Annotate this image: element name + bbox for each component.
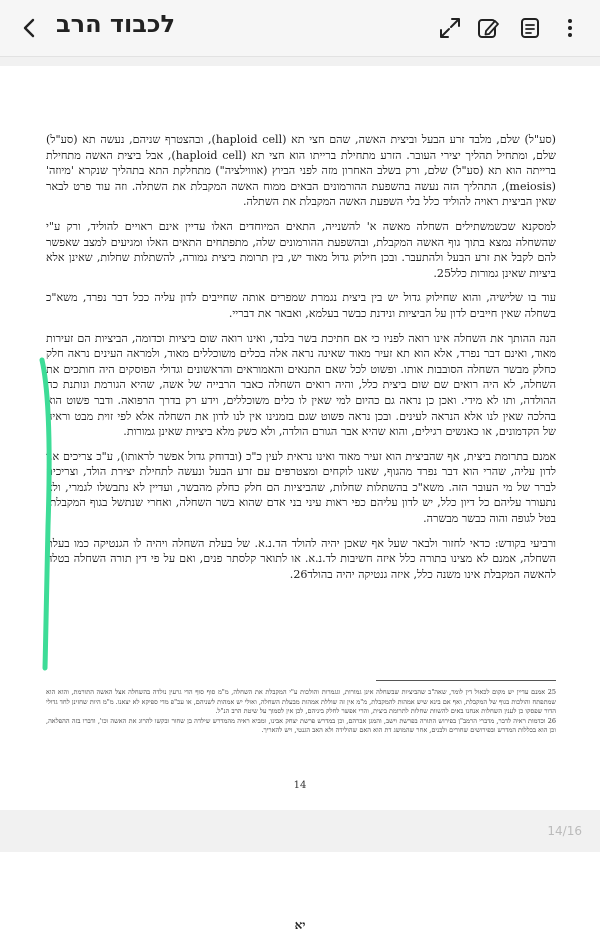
paragraph: אמנם בתרומת ביצית, אף שהביצית הוא זעיר מאוד ואינו נראית לעין כ"כ (ובדוחק גדול אפשר לראותו), ע"כ צריכים אנו לדון עליה, שהרי הוא דבר נפרד מהגוף, שאנו לוקחים ומצטרפים עם זרע הבעל ונעשה לתחילת יצירת הולד, וצריכים לברר של מי העובר הזה. משא"כ בהשתלות שחלות, שהביציות הם חלק כחלק מהבשר, ועדיין לא נתבשלו לגמרי, ולא נתעורר עליהם כל דיון כלל, יש לדון עליהם כפי ראות עיני בני אדם שהוא בשר השחלה, ואחרי שנתשל בגוף המקבלת, בטל לגופה והוה כבשר מבשרה.	[46, 449, 556, 526]
page-number: 14	[293, 780, 307, 791]
paragraph: (סע"ל) שלם, מלבד זרע הבעל וביצית האשה, שהם חצי תא (haploid cell), ובהצטרף שניהם, נעשה תא (סע"ל) שלם, ומתחיל תהליך יצירי העובר. הזרע מתחילת ברייתו הוא חצי תא (haploid cell), אבל ביצית האשה מתחילת ברייתה הוא תא (סע"ל) שלם, ורק בשלב האחרון מזה לפני הביוץ (אוווילציה") מתחלקת התא בתהליך שנקרא 'מיוזה' (meiosis), התהליך הזה נעשה בהשפעת ההורמונים הבאים ממוח האשה המקבלת את השתלה. וזה עוד פרט לבאר שאין הביצית ראויה להוליד כלל בלי השפעת האשה המקבלת את השתלה.	[46, 133, 557, 209]
footnote: 25 אמנם עדיין יש מקום לכאול דין לומר, שאה"ב שהביציות שבשחלה אינן גמורות, וגגמרות והולכות ע"י המקבלת את השחלה, מ"מ סוף סוף הדי גרעין נולדה בהשחלה אצל האשה התורמת, והוא הוא שמתפתח והולכות בגוף של המקבלת, ואף אם בינא שיש אמהות להמקבלת, מ"מ אין זה שוללת אמהות מבעלת השחלה, ואולי יש אמהות לשניהם, או עכ"פ מדי ספיקא לא יצאנו. מ"מ היות שחזינן לחד גדולי הדור שפסקו כן לענין השחלות אנחנו באים להשוות שחלות לתרומת ביצית, והרי אפשר לחלק ביניהם, לכן אין לסמוך על שיטת הרב הנ"ל.	[46, 688, 556, 716]
top-app-bar	[0, 0, 600, 57]
chevron-left-icon[interactable]	[16, 14, 44, 42]
footnote-divider	[376, 680, 556, 681]
document-title: לכבוד הרב	[56, 10, 176, 38]
footnotes	[46, 688, 556, 736]
edit-note-icon[interactable]	[474, 14, 502, 42]
list-menu-icon[interactable]	[516, 14, 544, 42]
paragraph: עוד בו שלישיה, והוא שחילוק גדול יש בין ביצית נגמרת שמפרים אותה שחייבים לדון עליה ככל דבר נפרד, משא"כ בשחלה שאין חייבים לדון על הביציות ונידנת כבשר בעלמא, ואבאר את דבריי.	[46, 291, 556, 320]
next-page-number: יא	[294, 918, 306, 932]
document-page[interactable]	[0, 66, 600, 810]
more-vert-icon[interactable]	[556, 14, 584, 42]
paragraph: הנה ההותך את השחלה אינו רואה לפניו כי אם חתיכת בשר בלבד, ואינו רואה שום ביציות וכדומה, הביציות הם זעירות מאוד, ואינם דבר נפרד, אלא הוא תא זעיר מאוד שאינה נראה אלה בכלים משוכללים מאוד, ולמראה העינים נראה חלק כחלק מבשר השחלה הסובבות אותו. ופשוט לכל שאם התנאים והאמוראים והראשונים וגדולי הפוסקים היה חותכים את השחלה, לא היה רואים שם שום ביצית כלל, והיה רואים השחלה כאבר הרבייה של אשה, שהיא הגורמת ונותנת כח ההולדה, ותו לא מידי. ואכן כן נראה גם כהיום למי שאין לו כלים משוכללים, וידע רק בדרך הרפואה. ודבר פשוט הוא בהלכה שאין לנו אלא הנראה לעינים. ובכן נראה פשוט שגם בזמנינו אין לנו לדון את השחלה אלא לפי זוית מבט וראיה של הקדמונים, או כאנשים רגילים, והוא שהיא אבר הגורם הולדה, ולא כשק מלא ביציות שאינן גמורות.	[46, 331, 556, 439]
document-body	[46, 132, 556, 591]
page-indicator: 14/16	[547, 824, 582, 838]
paragraph: ורביעי בקודש: כדאי לחזור ולבאר שעל אף שאכן יהיה להולד הד.נ.א. של בעלת השחלה ויהיה לו הגנטיקה כמו בעלת השחלה, אמנם לא מצינו בתורה כלל איזה חשיבות לד.נ.א. או לתואר קלסתר פנים, ואם על פי דין תורה השחלה בטלה להאשה המקבלת אינו משנה כלל, איזה גנטיקה יהיה בהולד26.	[46, 536, 556, 581]
paragraph: למסקנא שכשמשתילים השחלה מאשה א' להשנייה, התאים המיוחדים האלו עדיין אינם ראויים להוליד, ורק ע"י שהשחלה נמצא בתוך גוף האשה המקבלת, ובהשפעת ההורמונים שלה, מתפתחים התאים האלו ומגיעים למצב שאפשר להם לקבל את זרע הבעל ולהתעבר. ובכן חילוק גדול מאוד יש, בין תרומת ביצית גמורה, להשתלות שחלות, שאינן אלא ביציות שאינן גמורות כלל25.	[46, 219, 556, 280]
expand-icon[interactable]	[436, 14, 464, 42]
footnote: 26 וכדמות ראיה לדבר, מדברי הרמב"ן בפירוש התורה בפרשת וישב, והמגן אברהם, וכן במדרש פרשת יצחק אבינו, ומביא ראיה מהמדרש שילדה בן שחור ובקשו להרוג את האשה וכו', ודברו בזה ההפלאה, וכן הוא בכללות המדרש ובפירושים שחורים ולבנים, אחר שהמושג דת הוא האם שהולידה ולא האב הגנטי, ויש להאריך.	[46, 716, 556, 735]
